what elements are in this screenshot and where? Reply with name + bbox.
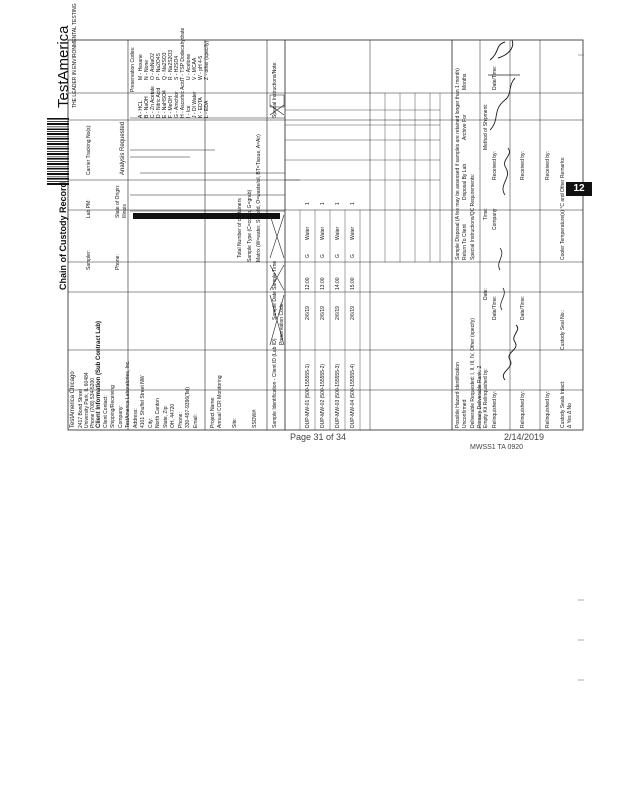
preservation-code-item: P - Na2O4S: [156, 53, 162, 80]
return-to-client[interactable]: Return To Client: [462, 224, 468, 260]
relinquished-by-2: Relinquished by:: [520, 391, 526, 428]
date-time-1b: Date/Time:: [492, 65, 498, 90]
state-zip-value: OH, 44720: [170, 403, 176, 428]
email-label: Email:: [193, 414, 199, 428]
time-label: Time:: [483, 207, 489, 220]
preservation-code-item: T - TSP Dodecahydrate: [180, 27, 186, 80]
sample-disposal-label: Sample Disposal (A fee may be assessed if samples are retained longer than 1 month): [455, 68, 461, 260]
client-contact-value: Shipping/Receiving: [110, 385, 116, 428]
signature-date-2: [499, 248, 502, 270]
sample-containers: 1: [305, 202, 311, 205]
signature-relinquished-1: [503, 325, 517, 380]
preservation-code-item: C - Zn Acetate: [150, 86, 156, 118]
sample-type-header: Sample Type (C=comp, G=grab): [247, 189, 253, 262]
company-value: TestAmerica Laboratories, Inc.: [125, 360, 131, 428]
signature-received-2: [503, 148, 510, 195]
sample-date: 2/6/19: [350, 306, 356, 320]
sample-time: 12:00: [305, 277, 311, 290]
preservation-code-item: H - Ascorbic Acid: [180, 80, 186, 118]
section-badge: 12: [566, 182, 592, 196]
sample-id: DUP-MW-01 (500-155555-1): [305, 363, 311, 428]
deliverable-label: Deliverable Requested: I, II, III, IV, Other (specify): [470, 318, 476, 428]
total-containers-label: Total Number of containers: [237, 198, 243, 258]
sample-date: 2/6/19: [305, 306, 311, 320]
preservation-code-item: W - pH 4-5: [198, 55, 204, 80]
sample-matrix: Water: [320, 226, 326, 240]
sample-id-header: Sample Identification - Client ID (Lab ID): [272, 338, 278, 428]
preservation-code-item: L - EDA: [204, 100, 210, 118]
empty-kit-label: Empty Kit Relinquished by:: [483, 368, 489, 428]
archive-for[interactable]: Archive For: [462, 114, 468, 140]
sample-matrix: Water: [335, 226, 341, 240]
received-by-3: Received by:: [545, 151, 551, 180]
project-name-label: Project Name:: [210, 396, 216, 428]
sample-id: DUP-MW-03 (500-155555-3): [335, 363, 341, 428]
footer-date: 2/14/2019: [504, 432, 545, 442]
sample-matrix: Water: [305, 226, 311, 240]
sample-time: 14:00: [335, 277, 341, 290]
months-label: Months: [462, 73, 468, 90]
lab-address-line2: University Park, IL 60484: [84, 372, 90, 428]
page-number: Page 31 of 34: [290, 432, 347, 442]
logo-text: TestAmerica: [55, 25, 72, 108]
preservation-code-item: K - EDTA: [198, 97, 204, 118]
preservation-code-item: G - Amchlor: [174, 91, 180, 118]
sample-containers: 1: [320, 202, 326, 205]
method-of-shipment: Method of Shipment:: [483, 103, 489, 150]
matrix-header: Matrix (W=water, S=solid, O=waste/oil, BT=Tissue, A=Air): [256, 134, 262, 262]
sample-type: G: [335, 254, 341, 258]
relinquished-by-1: Relinquished by:: [492, 391, 498, 428]
cooler-temp-label: Cooler Temperature(s) °C and Other Remarks:: [560, 156, 566, 260]
preservation-code-item: I - Ice: [186, 105, 192, 118]
barcode: [47, 118, 69, 185]
custody-seals-label: Custody Seals Intact:: [560, 380, 566, 428]
preservation-code-item: S - H2SO4: [174, 55, 180, 80]
preservation-code-item: E - NaHSO4: [162, 90, 168, 118]
sample-containers: 1: [335, 202, 341, 205]
project-name-value: Annual CCR Monitoring: [217, 375, 223, 428]
preservation-code-item: R - Na2S2O3: [168, 49, 174, 80]
city-label: City:: [148, 418, 154, 428]
sampler-phone-label: Phone:: [115, 254, 121, 270]
custody-seal-no: Custody Seal No.:: [560, 309, 566, 350]
possible-hazard-label: Possible Hazard Identification: [455, 362, 461, 428]
received-by-2: Received by:: [520, 151, 526, 180]
analysis-requested-label: Analysis Requested: [120, 121, 126, 175]
lab-address-line1: 2417 Bond Street: [78, 389, 84, 428]
lab-pm-label: Lab PM:: [86, 199, 92, 218]
preservation-code-item: J - DI Water: [192, 91, 198, 118]
sample-type: G: [305, 254, 311, 258]
client-contact-label: Client Contact:: [103, 395, 109, 428]
preservation-code-item: V - MCAA: [192, 57, 198, 80]
sample-date: 2/6/19: [320, 306, 326, 320]
signature-received-1: [490, 40, 513, 60]
sample-matrix: Water: [350, 226, 356, 240]
phone-value: 330-497-9396(Tel): [185, 387, 191, 428]
preservation-code-item: O - AsNaO2: [150, 53, 156, 80]
date-time-2: Date/Time:: [520, 295, 526, 320]
company-label: Company:: [118, 405, 124, 428]
sample-time: 13:00: [320, 277, 326, 290]
sample-containers: 1: [350, 202, 356, 205]
sampler-label: Sampler:: [86, 249, 92, 270]
preservation-code-item: U - Acetone: [186, 53, 192, 80]
preservation-code-item: N - None: [144, 59, 150, 80]
logo-tagline: THE LEADER IN ENVIRONMENTAL TESTING: [72, 3, 78, 108]
preservation-code-item: Q - Na2SO3: [162, 52, 168, 80]
preservation-code-item: M - Hexane: [138, 54, 144, 80]
preservation-codes-label: Preservation Codes:: [130, 46, 136, 92]
date-label: Date:: [483, 288, 489, 300]
sample-id: DUP-MW-04 (500-155555-4): [350, 363, 356, 428]
preservation-code-item: F - MeOH: [168, 96, 174, 118]
client-info-label: Client Information (Sub Contract Lab): [96, 321, 102, 428]
sample-id: DUP-MW-02 (500-155555-2): [320, 363, 326, 428]
lab-phone: Phone (708) 534-5200: [90, 377, 96, 428]
preservation-code-label: Preservation Code:: [279, 302, 285, 345]
preservation-code-item: Z - other (specify): [204, 40, 210, 80]
relinquished-by-3: Relinquished by:: [545, 391, 551, 428]
date-time-1: Date/Time:: [492, 295, 498, 320]
sample-type: G: [320, 254, 326, 258]
signature-date-3: [501, 288, 505, 310]
yes-no-label[interactable]: Δ Yes Δ No: [567, 403, 573, 428]
preservation-code-item: B - NaOH: [144, 96, 150, 118]
sample-time-header: Sample Time: [272, 260, 278, 290]
sample-time: 15:00: [350, 277, 356, 290]
disposal-by-lab[interactable]: Disposal By Lab: [462, 163, 468, 200]
carrier-label: Carrier Tracking No(s):: [86, 124, 92, 175]
special-instructions-qc: Special Instructions/QC Requirements:: [470, 173, 476, 260]
company-1: Company: [492, 208, 498, 230]
address-value: 4101 Shuffel Street NW: [140, 375, 146, 428]
phone-label: Phone:: [178, 412, 184, 428]
state-of-origin-value: Illinois: [122, 204, 128, 218]
sample-date: 2/6/19: [335, 306, 341, 320]
primary-deliverable: Primary Deliverable Rank: 2: [477, 365, 483, 428]
state-zip-label: State, Zip:: [163, 405, 169, 428]
lab-name: TestAmerica Chicago: [70, 371, 76, 428]
sample-type: G: [350, 254, 356, 258]
sample-date-header: Sample Date: [272, 291, 278, 320]
preservation-code-item: A - HCL: [138, 100, 144, 118]
received-by-1: Received by:: [492, 151, 498, 180]
site-label: Site:: [232, 417, 238, 428]
special-instructions-note-label: Special Instructions/Note:: [272, 61, 278, 118]
address-label: Address:: [133, 408, 139, 428]
state-of-origin-label: State of Origin:: [115, 184, 121, 218]
doc-id: MWSS1 TA 0920: [470, 444, 524, 451]
preservation-code-item: D - Nitric Acid: [156, 87, 162, 118]
city-value: North Canton: [155, 398, 161, 428]
form-title: Chain of Custody Record: [58, 181, 68, 290]
unconfirmed-label: Unconfirmed: [462, 399, 468, 428]
ssow-label: SSOW#:: [252, 408, 258, 428]
